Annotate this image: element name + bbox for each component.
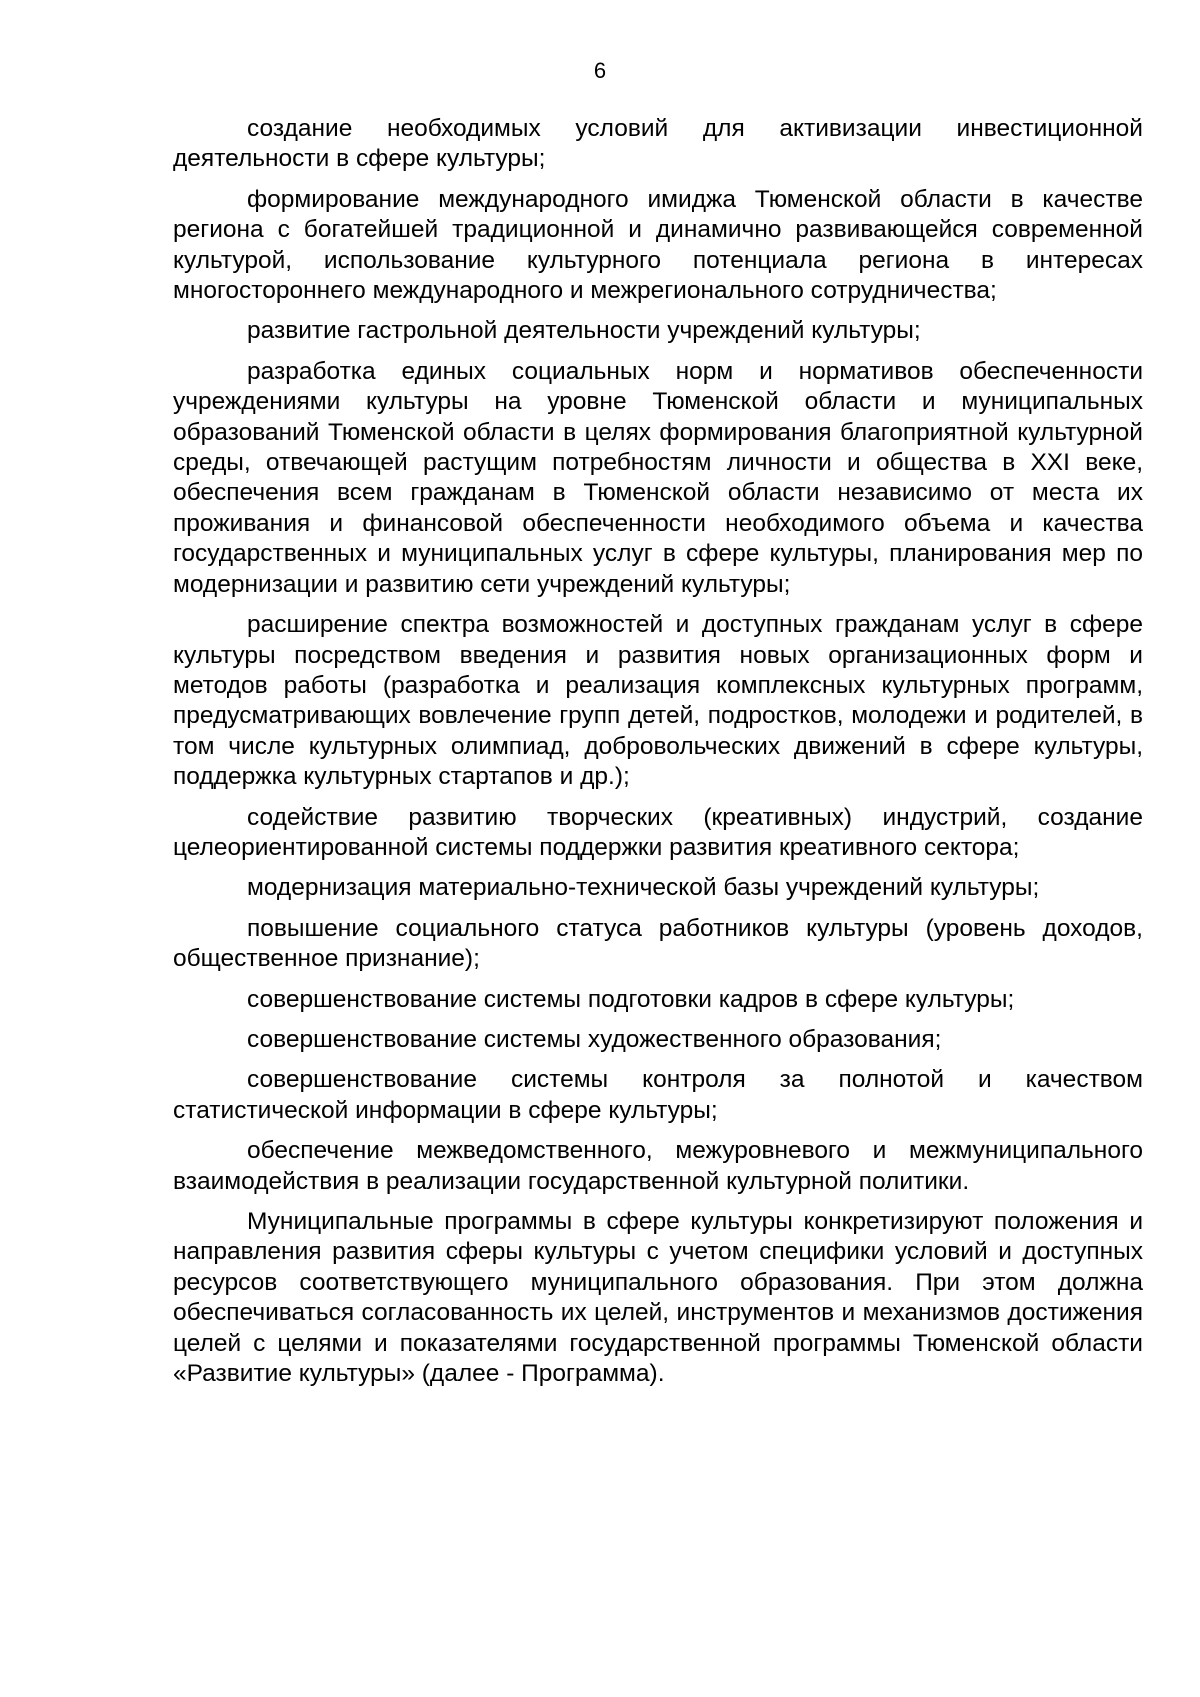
paragraph-5: расширение спектра возможностей и доступных гражданам услуг в сфере культуры посредством введения и развития новых организационных форм и методов работы (разработка и реализация комплексных культурных программ, предусматривающих вовлечение групп детей, подростков, молодежи и родителей, в том числе культурных олимпиад, добровольческих движений в сфере культуры, поддержка культурных стартапов и др.); <box>173 611 1143 791</box>
paragraph-10: совершенствование системы художественного образования; <box>247 1025 942 1053</box>
paragraph-3: развитие гастрольной деятельности учреждений культуры; <box>247 317 921 345</box>
document-body <box>173 114 1143 1399</box>
paragraph-13: Муниципальные программы в сфере культуры конкретизируют положения и направления развития сферы культуры с учетом специфики условий и доступных ресурсов соответствующего муниципального образования. При этом должна обеспечиваться согласованность их целей, инструментов и механизмов достижения целей с целями и показателями государственной программы Тюменской области «Развитие культуры» (далее - Программа). <box>173 1208 1143 1388</box>
paragraph-1: создание необходимых условий для активизации инвестиционной деятельности в сфере культуры; <box>173 115 1143 173</box>
paragraph-11: совершенствование системы контроля за полнотой и качеством статистической информации в сфере культуры; <box>173 1066 1143 1124</box>
paragraph-4: разработка единых социальных норм и нормативов обеспеченности учреждениями культуры на уровне Тюменской области и муниципальных образований Тюменской области в целях формирования благоприятной культурной среды, отвечающей растущим потребностям личности и общества в XXI веке, обеспечения всем гражданам в Тюменской области независимо от места их проживания и финансовой обеспеченности необходимого объема и качества государственных и муниципальных услуг в сфере культуры, планирования мер по модернизации и развитию сети учреждений культуры; <box>173 357 1143 598</box>
paragraph-2: формирование международного имиджа Тюменской области в качестве региона с богатейшей традиционной и динамично развивающейся современной культурой, использование культурного потенциала региона в интересах многостороннего международного и межрегионального сотрудничества; <box>173 185 1143 305</box>
page-number: 6 <box>593 58 607 83</box>
paragraph-6: содействие развитию творческих (креативных) индустрий, создание целеориентированной системы поддержки развития креативного сектора; <box>173 803 1143 861</box>
paragraph-9: совершенствование системы подготовки кадров в сфере культуры; <box>247 985 1015 1013</box>
paragraph-12: обеспечение межведомственного, межуровневого и межмуниципального взаимодействия в реализации государственной культурной политики. <box>173 1137 1143 1195</box>
paragraph-8: повышение социального статуса работников культуры (уровень доходов, общественное признание); <box>173 914 1143 973</box>
paragraph-7: модернизация материально-технической базы учреждений культуры; <box>247 874 1040 902</box>
